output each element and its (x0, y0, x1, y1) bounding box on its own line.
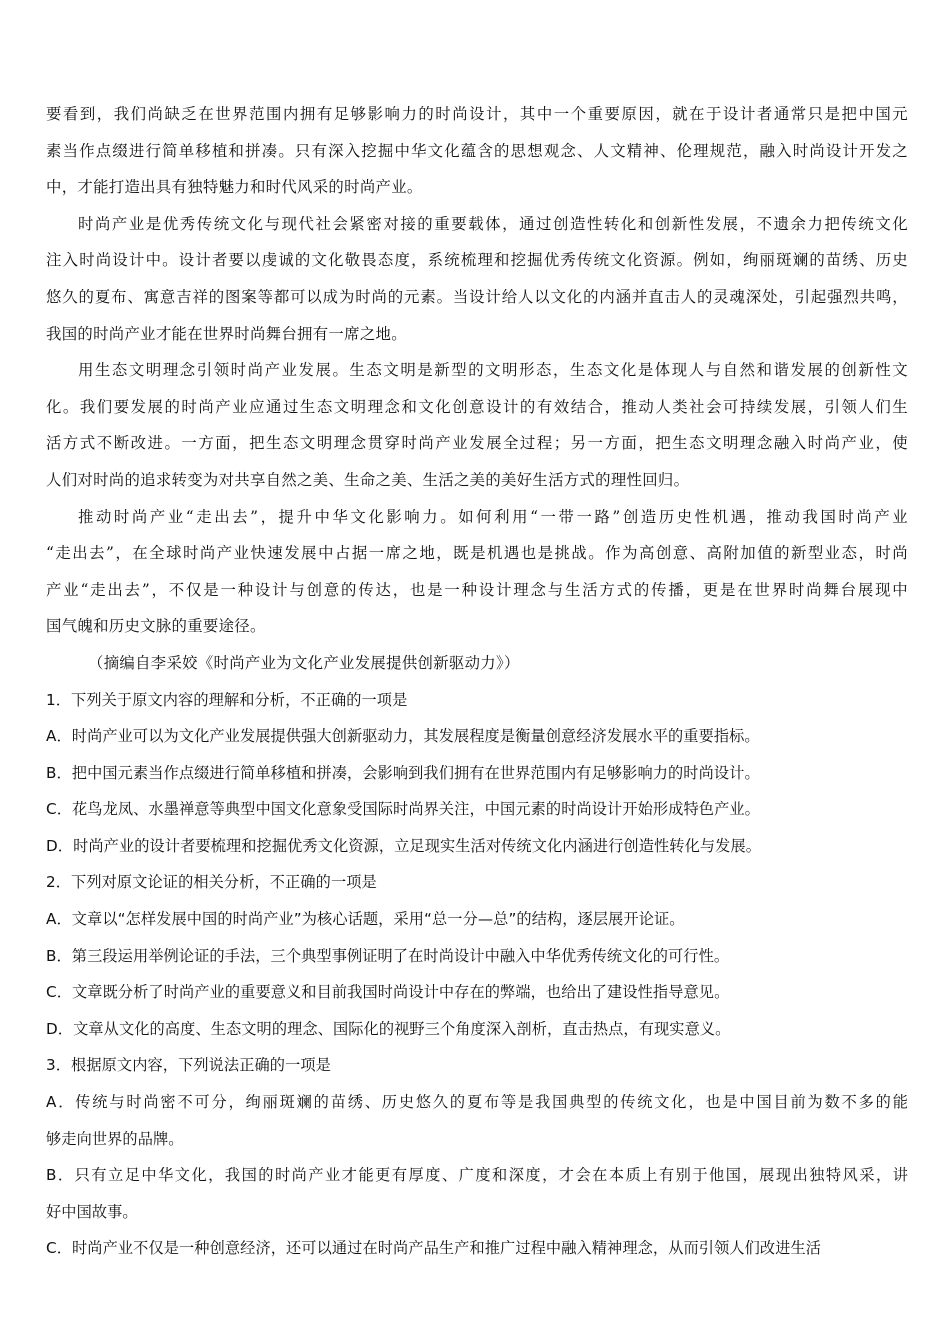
text-line: 注入时尚设计中。设计者要以虔诚的文化敬畏态度，系统梳理和挖掘优秀传统文化资源。例如，绚丽斑斓的苗绣、历史 (46, 251, 908, 270)
text-line: 用生态文明理念引领时尚产业发展。生态文明是新型的文明形态，生态文化是体现人与自然和谐发展的创新性文 (78, 361, 908, 380)
option-b-continued: 好中国故事。 (46, 1202, 138, 1221)
text-line: 悠久的夏布、寓意吉祥的图案等都可以成为时尚的元素。当设计给人以文化的内涵并直击人的灵魂深处，引起强烈共鸣， (46, 287, 908, 306)
text-line: 化。我们要发展的时尚产业应通过生态文明理念和文化创意设计的有效结合，推动人类社会可持续发展，引领人们生 (46, 397, 908, 416)
option-a: A．时尚产业可以为文化产业发展提供强大创新驱动力，其发展程度是衡量创意经济发展水平的重要指标。 (46, 727, 760, 746)
option-a-continued: 够走向世界的品牌。 (46, 1129, 184, 1148)
paragraph-4 (46, 499, 908, 645)
option-a: A．文章以“怎样发展中国的时尚产业”为核心话题，采用“总一分—总”的结构，逐层展开论证。 (46, 910, 685, 929)
paragraph-3 (46, 352, 908, 498)
text-line: 国气魄和历史文脉的重要途径。 (46, 617, 266, 636)
text-line: 产业“走出去”，不仅是一种设计与创意的传达，也是一种设计理念与生活方式的传播，更是在世界时尚舞台展现中 (46, 580, 908, 599)
text-line: “走出去”，在全球时尚产业快速发展中占据一席之地，既是机遇也是挑战。作为高创意、高附加值的新型业态，时尚 (46, 544, 908, 563)
option-d: D．时尚产业的设计者要梳理和挖掘优秀文化资源，立足现实生活对传统文化内涵进行创造性转化与发展。 (46, 836, 762, 855)
option-b: B．第三段运用举例论证的手法，三个典型事例证明了在时尚设计中融入中华优秀传统文化的可行性。 (46, 946, 730, 965)
option-c: C．花鸟龙凤、水墨禅意等典型中国文化意象受国际时尚界关注，中国元素的时尚设计开始形成特色产业。 (46, 800, 760, 819)
paragraph-1 (46, 96, 908, 206)
question-1 (46, 682, 908, 865)
option-b: B．只有立足中华文化，我国的时尚产业才能更有厚度、广度和深度，才会在本质上有别于他国，展现出独特风采，讲 (46, 1166, 908, 1185)
question-stem: 1．下列关于原文内容的理解和分析，不正确的一项是 (46, 690, 408, 709)
option-a: A．传统与时尚密不可分，绚丽斑斓的苗绣、历史悠久的夏布等是我国典型的传统文化，也是中国目前为数不多的能 (46, 1093, 908, 1112)
option-c: C．时尚产业不仅是一种创意经济，还可以通过在时尚产品生产和推广过程中融入精神理念，从而引领人们改进生活 (46, 1239, 822, 1258)
text-line: 活方式不断改进。一方面，把生态文明理念贯穿时尚产业发展全过程；另一方面，把生态文明理念融入时尚产业，使 (46, 434, 908, 453)
paragraph-2 (46, 206, 908, 352)
question-2 (46, 864, 908, 1047)
text-line: 我国的时尚产业才能在世界时尚舞台拥有一席之地。 (46, 324, 407, 343)
question-3 (46, 1047, 908, 1267)
option-c: C．文章既分析了时尚产业的重要意义和目前我国时尚设计中存在的弊端，也给出了建设性指导意见。 (46, 983, 730, 1002)
text-line: 推动时尚产业“走出去”，提升中华文化影响力。如何利用“一带一路”创造历史性机遇，推动我国时尚产业 (78, 507, 908, 526)
option-b: B．把中国元素当作点缀进行简单移植和拼凑，会影响到我们拥有在世界范围内有足够影响力的时尚设计。 (46, 763, 760, 782)
text-line: 人们对时尚的追求转变为对共享自然之美、生命之美、生活之美的美好生活方式的理性回归。 (46, 470, 690, 489)
text-line: 时尚产业是优秀传统文化与现代社会紧密对接的重要载体，通过创造性转化和创新性发展，不遗余力把传统文化 (78, 214, 908, 233)
option-d: D．文章从文化的高度、生态文明的理念、国际化的视野三个角度深入剖析，直击热点，有现实意义。 (46, 1019, 731, 1038)
text-line: 素当作点缀进行简单移植和拼凑。只有深入挖掘中华文化蕴含的思想观念、人文精神、伦理规范，融入时尚设计开发之 (46, 141, 908, 160)
question-stem: 3．根据原文内容，下列说法正确的一项是 (46, 1056, 331, 1075)
source-citation: （摘编自李采姣《时尚产业为文化产业发展提供创新驱动力》） (88, 653, 520, 672)
document-page (46, 96, 908, 1267)
question-stem: 2．下列对原文论证的相关分析，不正确的一项是 (46, 873, 377, 892)
text-line: 要看到，我们尚缺乏在世界范围内拥有足够影响力的时尚设计，其中一个重要原因，就在于设计者通常只是把中国元 (46, 105, 908, 123)
text-line: 中，才能打造出具有独特魅力和时代风采的时尚产业。 (46, 178, 423, 197)
